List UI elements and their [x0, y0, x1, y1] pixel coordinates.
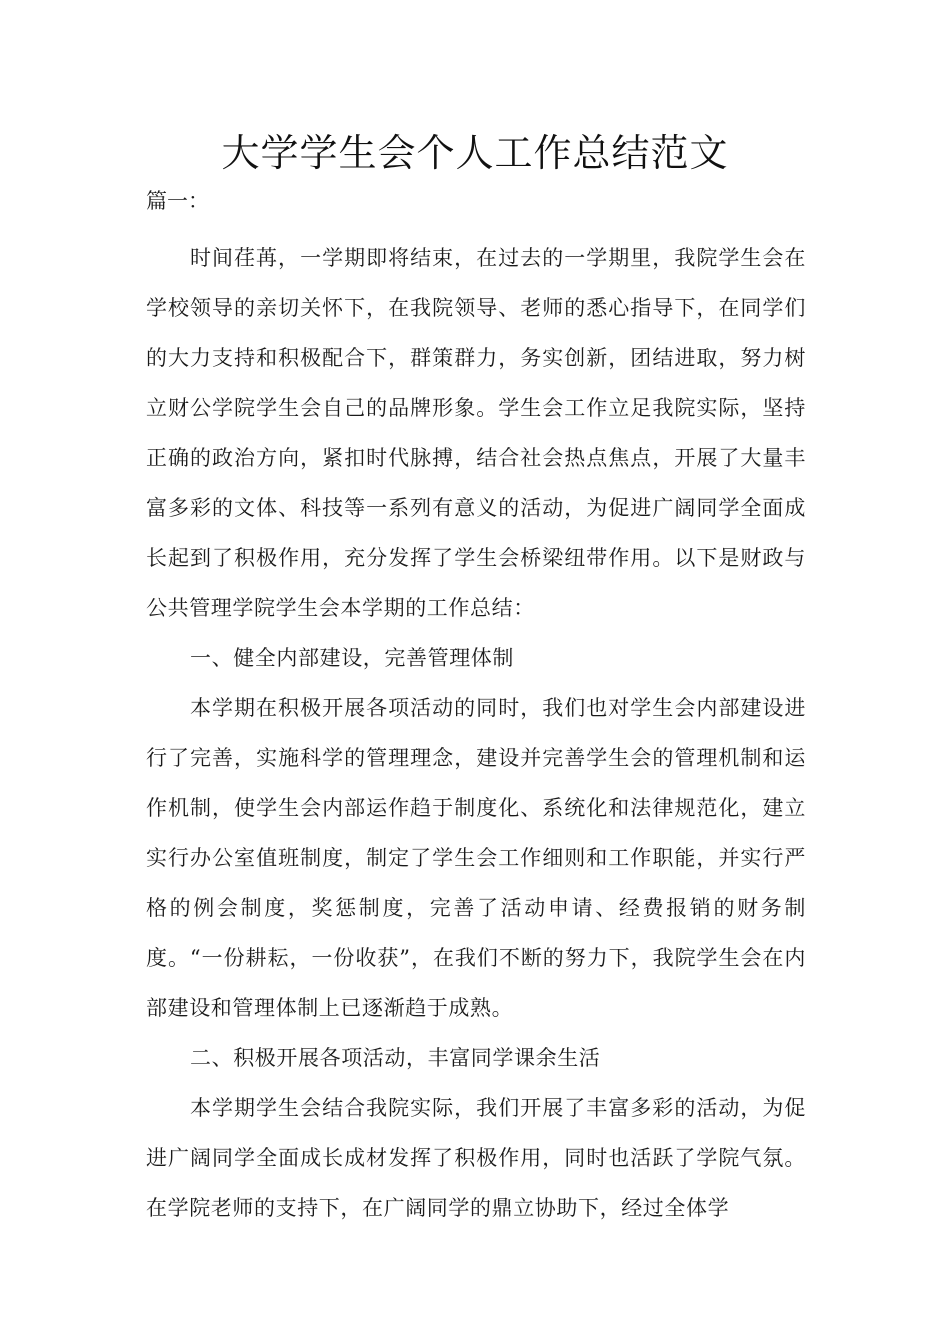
section-heading-2: 二、积极开展各项活动，丰富同学课余生活: [190, 1046, 601, 1070]
section-1-paragraph: 本学期在积极开展各项活动的同时，我们也对学生会内部建设进行了完善，实施科学的管理理念，建设并完善学生会的管理机制和运作机制，使学生会内部运作趋于制度化、系统化和法律规范化，建立实行办公室值班制度，制定了学生会工作细则和工作职能，并实行严格的例会制度，奖惩制度，完善了活动申请、经费报销的财务制度。“一份耕耘，一份收获”，在我们不断的努力下，我院学生会在内部建设和管理体制上已逐渐趋于成熟。: [146, 696, 806, 1020]
section-2-paragraph: 本学期学生会结合我院实际，我们开展了丰富多彩的活动，为促进广阔同学全面成长成材发挥了积极作用，同时也活跃了学院气氛。在学院老师的支持下，在广阔同学的鼎立协助下，经过全体学: [146, 1096, 806, 1220]
document-body: [146, 233, 806, 1233]
section-heading-1: 一、健全内部建设，完善管理体制: [190, 646, 514, 670]
intro-paragraph: 时间荏苒，一学期即将结束，在过去的一学期里，我院学生会在学校领导的亲切关怀下，在我院领导、老师的悉心指导下，在同学们的大力支持和积极配合下，群策群力，务实创新，团结进取，努力树立财公学院学生会自己的品牌形象。学生会工作立足我院实际，坚持正确的政治方向，紧扣时代脉搏，结合社会热点焦点，开展了大量丰富多彩的文体、科技等一系列有意义的活动，为促进广阔同学全面成长起到了积极作用，充分发挥了学生会桥梁纽带作用。以下是财政与公共管理学院学生会本学期的工作总结：: [146, 246, 806, 620]
document-title: 大学学生会个人工作总结范文: [221, 131, 729, 175]
section-label: 篇一：: [146, 189, 209, 213]
